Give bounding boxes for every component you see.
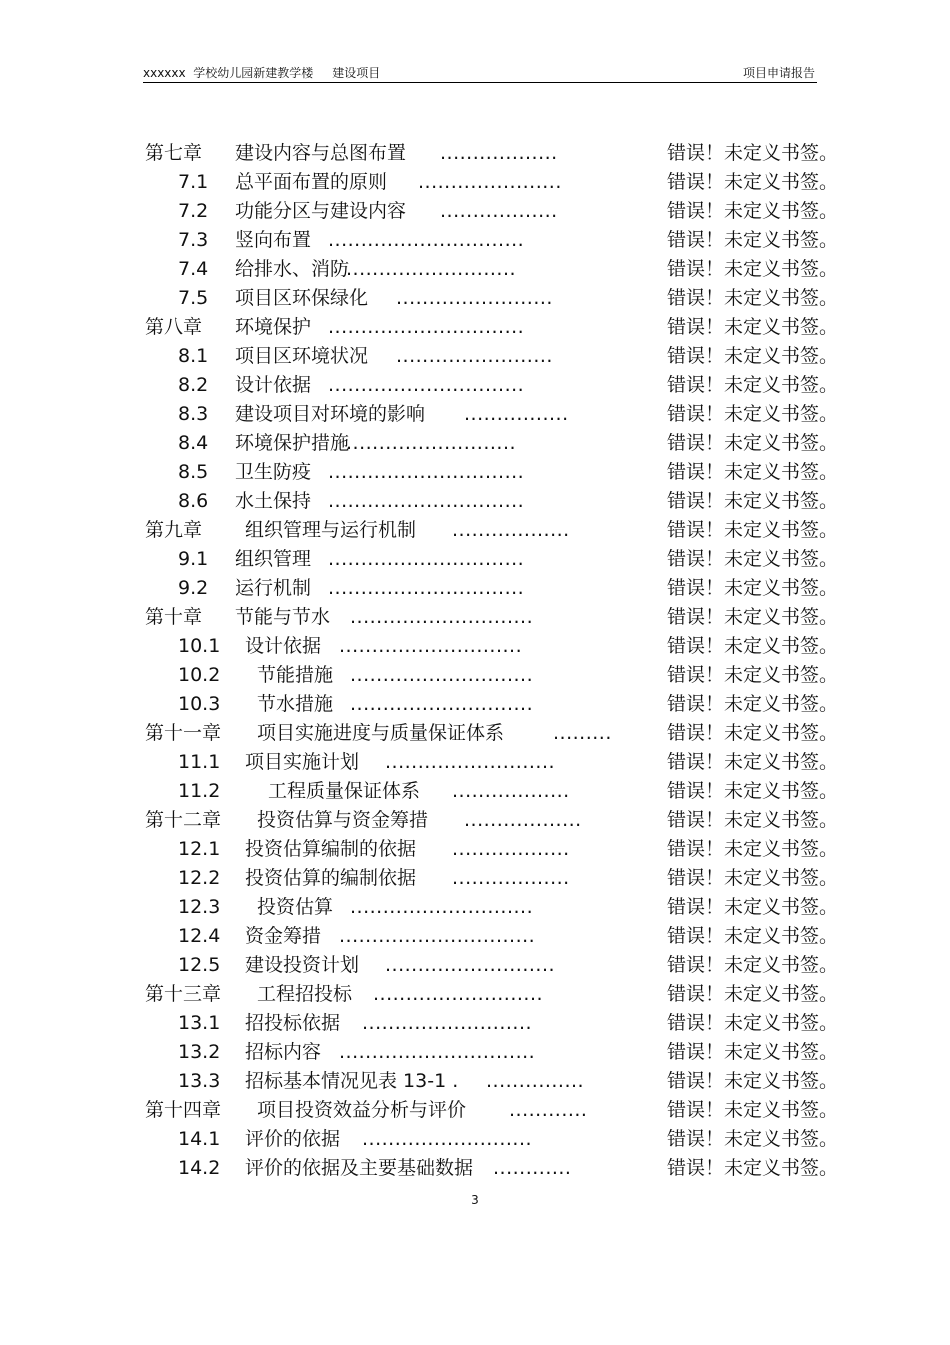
dot-leader: ......... — [553, 722, 612, 744]
toc-section-entry[interactable] — [0, 545, 950, 574]
entry-title: 建设内容与总图布置 — [235, 142, 407, 164]
toc-section-entry[interactable] — [0, 574, 950, 603]
page-reference: 错误！未定义书签。 — [667, 1157, 839, 1179]
toc-section-entry[interactable] — [0, 255, 950, 284]
dot-leader: .................. — [452, 780, 570, 802]
entry-title: 投资估算的编制依据 — [245, 867, 417, 889]
page-reference: 错误！未定义书签。 — [667, 780, 839, 802]
header-report-type: 项目申请报告 — [742, 66, 815, 80]
chapter-label: 第九章 — [145, 519, 203, 541]
dot-leader: ............................ — [350, 693, 534, 715]
chapter-label: 第八章 — [145, 316, 203, 338]
page-reference: 错误！未定义书签。 — [667, 722, 839, 744]
toc-section-entry[interactable] — [0, 226, 950, 255]
entry-title: 项目区环境状况 — [235, 345, 369, 367]
toc-section-entry[interactable] — [0, 342, 950, 371]
dot-leader: .......................... — [385, 954, 556, 976]
entry-title: 项目区环保绿化 — [235, 287, 369, 309]
page-reference: 错误！未定义书签。 — [667, 577, 839, 599]
dot-leader: ............ — [509, 1099, 588, 1121]
dot-leader: .............................. — [328, 461, 525, 483]
entry-title: 总平面布置的原则 — [235, 171, 388, 193]
toc-chapter-entry[interactable] — [0, 806, 950, 835]
section-number: 8.1 — [178, 345, 209, 367]
dot-leader: .................. — [452, 867, 570, 889]
section-number: 10.3 — [178, 693, 221, 715]
chapter-label: 第十一章 — [145, 722, 222, 744]
dot-leader: ............................ — [350, 664, 534, 686]
section-number: 7.1 — [178, 171, 209, 193]
section-number: 8.3 — [178, 403, 209, 425]
entry-title: 投资估算 — [257, 896, 334, 918]
section-number: 14.2 — [178, 1157, 221, 1179]
toc-section-entry[interactable] — [0, 400, 950, 429]
toc-section-entry[interactable] — [0, 487, 950, 516]
page-reference: 错误！未定义书签。 — [667, 200, 839, 222]
toc-section-entry[interactable] — [0, 690, 950, 719]
entry-title: 节能措施 — [257, 664, 334, 686]
section-number: 9.1 — [178, 548, 209, 570]
entry-title: 评价的依据及主要基础数据 — [245, 1157, 474, 1179]
entry-title: 节水措施 — [257, 693, 334, 715]
dot-leader: ............................ — [350, 896, 534, 918]
toc-section-entry[interactable] — [0, 835, 950, 864]
toc-section-entry[interactable] — [0, 864, 950, 893]
section-number: 7.5 — [178, 287, 209, 309]
dot-leader: ................ — [464, 403, 569, 425]
dot-leader: .................. — [452, 838, 570, 860]
header-project-title: xxxxxx 学校幼儿园新建教学楼 建设项目 — [143, 66, 381, 80]
entry-title: 竖向布置 — [235, 229, 312, 251]
toc-section-entry[interactable] — [0, 458, 950, 487]
page-reference: 错误！未定义书签。 — [667, 867, 839, 889]
toc-section-entry[interactable] — [0, 1154, 950, 1183]
page-reference: 错误！未定义书签。 — [667, 142, 839, 164]
toc-section-entry[interactable] — [0, 748, 950, 777]
section-number: 12.3 — [178, 896, 221, 918]
dot-leader: .......................... — [385, 751, 556, 773]
page-reference: 错误！未定义书签。 — [667, 1041, 839, 1063]
section-number: 11.1 — [178, 751, 221, 773]
page-reference: 错误！未定义书签。 — [667, 490, 839, 512]
toc-section-entry[interactable] — [0, 1009, 950, 1038]
entry-title: 设计依据 — [235, 374, 312, 396]
entry-title: 项目实施进度与质量保证体系 — [257, 722, 505, 744]
toc-section-entry[interactable] — [0, 371, 950, 400]
entry-title: 设计依据 — [245, 635, 322, 657]
entry-title: 项目实施计划 — [245, 751, 360, 773]
dot-leader: .................. — [440, 142, 558, 164]
entry-title: 招标基本情况见表 13-1 . — [245, 1070, 459, 1092]
toc-section-entry[interactable] — [0, 197, 950, 226]
page-header — [143, 66, 817, 83]
dot-leader: .............................. — [339, 925, 536, 947]
section-number: 14.1 — [178, 1128, 221, 1150]
section-number: 10.2 — [178, 664, 221, 686]
dot-leader: .............................. — [328, 548, 525, 570]
toc-section-entry[interactable] — [0, 661, 950, 690]
toc-chapter-entry[interactable] — [0, 313, 950, 342]
entry-title: 组织管理与运行机制 — [245, 519, 417, 541]
dot-leader: ........................ — [396, 345, 553, 367]
section-number: 7.2 — [178, 200, 209, 222]
dot-leader: .......................... — [373, 983, 544, 1005]
page-reference: 错误！未定义书签。 — [667, 229, 839, 251]
page-reference: 错误！未定义书签。 — [667, 983, 839, 1005]
page-reference: 错误！未定义书签。 — [667, 606, 839, 628]
dot-leader: .......................... — [362, 1128, 533, 1150]
page-reference: 错误！未定义书签。 — [667, 403, 839, 425]
page-reference: 错误！未定义书签。 — [667, 287, 839, 309]
entry-title: 投资估算编制的依据 — [245, 838, 417, 860]
toc-section-entry[interactable] — [0, 951, 950, 980]
page-reference: 错误！未定义书签。 — [667, 345, 839, 367]
table-of-contents — [0, 139, 950, 1183]
entry-title: 招标内容 — [245, 1041, 322, 1063]
page-reference: 错误！未定义书签。 — [667, 809, 839, 831]
page-reference: 错误！未定义书签。 — [667, 954, 839, 976]
section-number: 13.1 — [178, 1012, 221, 1034]
dot-leader: ...................... — [418, 171, 562, 193]
section-number: 8.5 — [178, 461, 209, 483]
chapter-label: 第十章 — [145, 606, 203, 628]
section-number: 8.6 — [178, 490, 209, 512]
entry-title: 工程招投标 — [257, 983, 353, 1005]
page-reference: 错误！未定义书签。 — [667, 925, 839, 947]
section-number: 7.4 — [178, 258, 209, 280]
chapter-label: 第十四章 — [145, 1099, 222, 1121]
dot-leader: .................. — [440, 200, 558, 222]
entry-title: 资金筹措 — [245, 925, 322, 947]
toc-section-entry[interactable] — [0, 1038, 950, 1067]
toc-section-entry[interactable] — [0, 429, 950, 458]
toc-chapter-entry[interactable] — [0, 719, 950, 748]
dot-leader: .............................. — [328, 374, 525, 396]
page-number: 3 — [471, 1193, 479, 1207]
dot-leader: .................. — [464, 809, 582, 831]
page-reference: 错误！未定义书签。 — [667, 751, 839, 773]
toc-section-entry[interactable] — [0, 777, 950, 806]
dot-leader: ............... — [486, 1070, 585, 1092]
entry-title: 投资估算与资金筹措 — [257, 809, 429, 831]
dot-leader: .............................. — [328, 577, 525, 599]
entry-title: 工程质量保证体系 — [268, 780, 421, 802]
toc-chapter-entry[interactable] — [0, 603, 950, 632]
entry-title: 运行机制 — [235, 577, 312, 599]
section-number: 12.2 — [178, 867, 221, 889]
dot-leader: .............................. — [328, 229, 525, 251]
dot-leader: .............................. — [328, 316, 525, 338]
toc-section-entry[interactable] — [0, 893, 950, 922]
page-reference: 错误！未定义书签。 — [667, 838, 839, 860]
page-reference: 错误！未定义书签。 — [667, 664, 839, 686]
entry-title: 卫生防疫 — [235, 461, 312, 483]
toc-chapter-entry[interactable] — [0, 980, 950, 1009]
section-number: 8.2 — [178, 374, 209, 396]
page-reference: 错误！未定义书签。 — [667, 432, 839, 454]
entry-title: 建设投资计划 — [245, 954, 360, 976]
section-number: 9.2 — [178, 577, 209, 599]
entry-title: 环境保护措施 — [235, 432, 350, 454]
dot-leader: ........................ — [396, 287, 553, 309]
entry-title: 水土保持 — [235, 490, 312, 512]
dot-leader: ............................ — [339, 635, 523, 657]
toc-section-entry[interactable] — [0, 1067, 950, 1096]
section-number: 12.1 — [178, 838, 221, 860]
page-reference: 错误！未定义书签。 — [667, 374, 839, 396]
toc-section-entry[interactable] — [0, 922, 950, 951]
toc-section-entry[interactable] — [0, 284, 950, 313]
entry-title: 项目投资效益分析与评价 — [257, 1099, 467, 1121]
dot-leader: .................. — [452, 519, 570, 541]
dot-leader: ............ — [493, 1157, 572, 1179]
entry-title: 招投标依据 — [245, 1012, 341, 1034]
page-reference: 错误！未定义书签。 — [667, 519, 839, 541]
section-number: 13.3 — [178, 1070, 221, 1092]
dot-leader: .......................... — [346, 258, 517, 280]
chapter-label: 第十二章 — [145, 809, 222, 831]
toc-chapter-entry[interactable] — [0, 516, 950, 545]
page-reference: 错误！未定义书签。 — [667, 1099, 839, 1121]
page-reference: 错误！未定义书签。 — [667, 461, 839, 483]
page-reference: 错误！未定义书签。 — [667, 171, 839, 193]
page-reference: 错误！未定义书签。 — [667, 693, 839, 715]
entry-title: 功能分区与建设内容 — [235, 200, 407, 222]
section-number: 8.4 — [178, 432, 209, 454]
chapter-label: 第十三章 — [145, 983, 222, 1005]
toc-section-entry[interactable] — [0, 632, 950, 661]
page-reference: 错误！未定义书签。 — [667, 1012, 839, 1034]
page-reference: 错误！未定义书签。 — [667, 896, 839, 918]
entry-title: 给排水、消防 — [235, 258, 350, 280]
toc-chapter-entry[interactable] — [0, 139, 950, 168]
entry-title: 建设项目对环境的影响 — [235, 403, 426, 425]
toc-section-entry[interactable] — [0, 168, 950, 197]
chapter-label: 第七章 — [145, 142, 203, 164]
dot-leader: ............................ — [350, 606, 534, 628]
toc-chapter-entry[interactable] — [0, 1096, 950, 1125]
section-number: 11.2 — [178, 780, 221, 802]
section-number: 7.3 — [178, 229, 209, 251]
dot-leader: .............................. — [328, 490, 525, 512]
page-reference: 错误！未定义书签。 — [667, 316, 839, 338]
dot-leader: .......................... — [346, 432, 517, 454]
dot-leader: .............................. — [339, 1041, 536, 1063]
entry-title: 环境保护 — [235, 316, 312, 338]
page-reference: 错误！未定义书签。 — [667, 635, 839, 657]
entry-title: 评价的依据 — [245, 1128, 341, 1150]
section-number: 10.1 — [178, 635, 221, 657]
dot-leader: .......................... — [362, 1012, 533, 1034]
section-number: 13.2 — [178, 1041, 221, 1063]
page-reference: 错误！未定义书签。 — [667, 1070, 839, 1092]
toc-section-entry[interactable] — [0, 1125, 950, 1154]
section-number: 12.4 — [178, 925, 221, 947]
section-number: 12.5 — [178, 954, 221, 976]
entry-title: 节能与节水 — [235, 606, 331, 628]
page-reference: 错误！未定义书签。 — [667, 1128, 839, 1150]
entry-title: 组织管理 — [235, 548, 312, 570]
page-reference: 错误！未定义书签。 — [667, 258, 839, 280]
page-reference: 错误！未定义书签。 — [667, 548, 839, 570]
